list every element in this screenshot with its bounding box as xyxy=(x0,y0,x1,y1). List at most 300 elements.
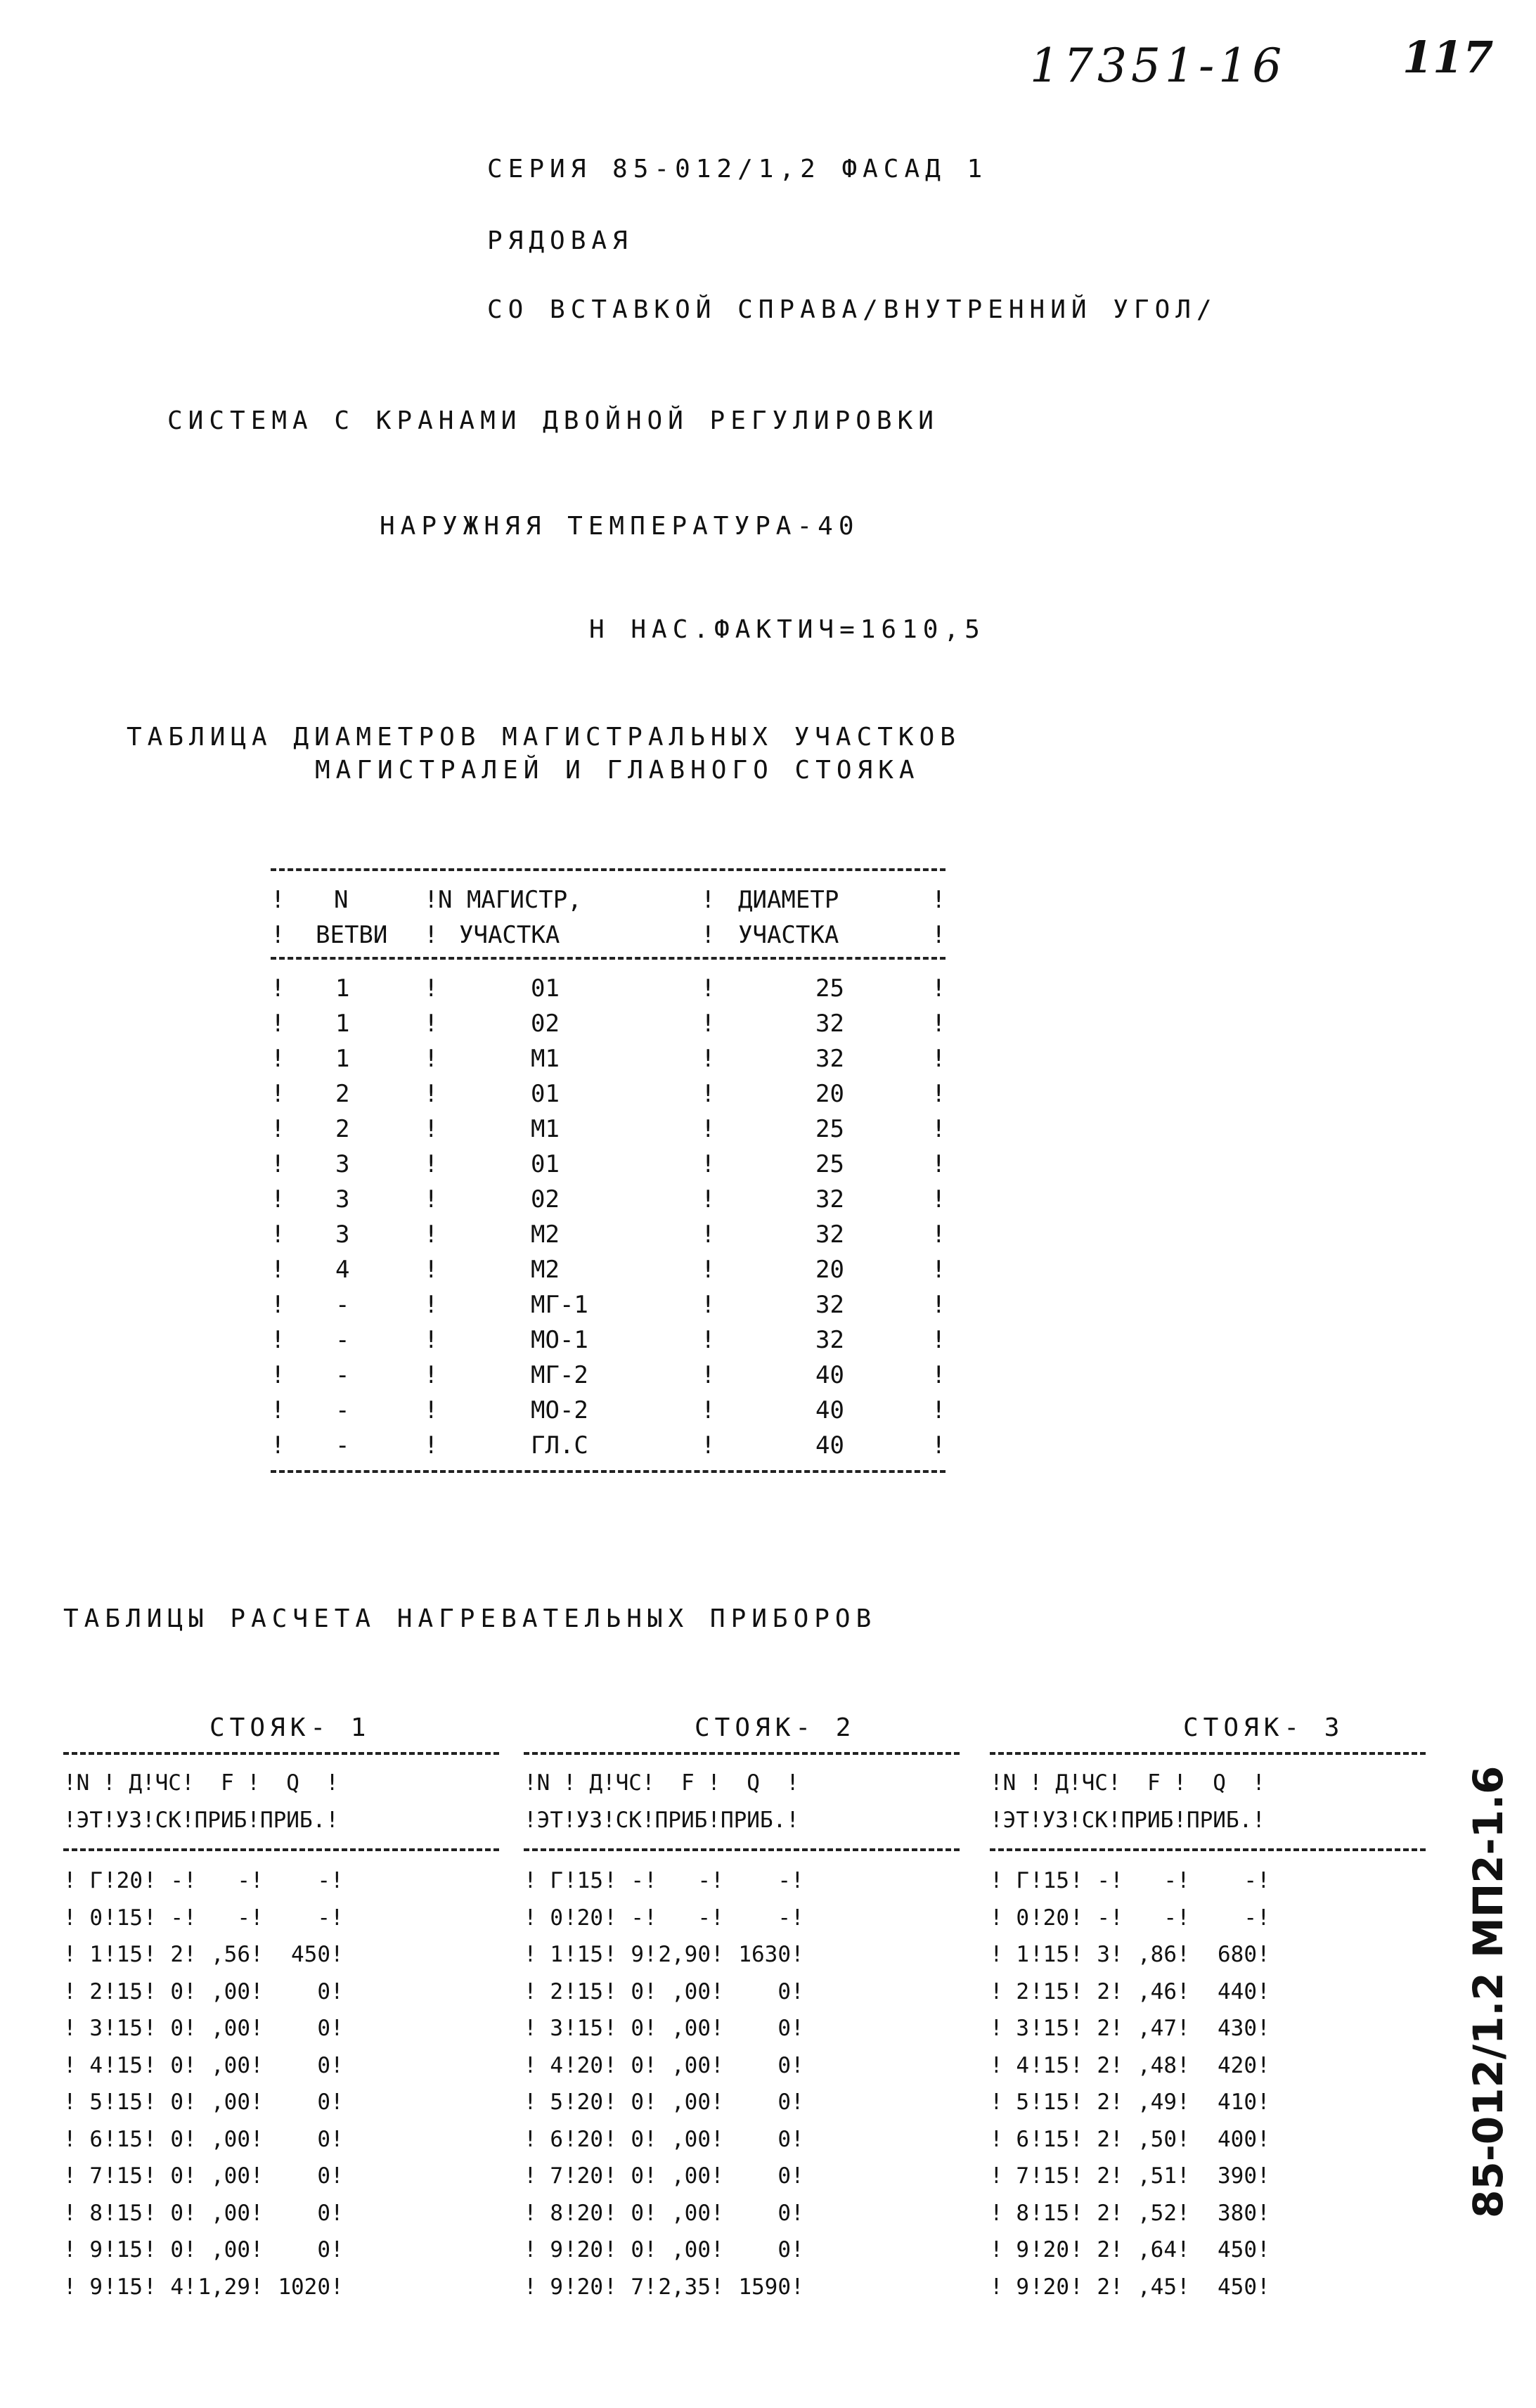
device-f-cell: ,00 xyxy=(671,2126,711,2152)
device-q-cell: 450 xyxy=(291,1942,330,1967)
stoyak-3-body xyxy=(990,1862,1426,2305)
node-cell: 15 xyxy=(1043,2163,1069,2189)
node-cell: 15 xyxy=(116,2090,143,2115)
branch-cell: 3 xyxy=(335,1185,350,1213)
stoyak-3-header-2: !ЭТ!УЗ!СК!ПРИБ!ПРИБ.! xyxy=(990,1807,1265,1833)
floor-cell: 2 xyxy=(1016,1978,1029,2004)
column-separator: ! xyxy=(564,2016,577,2041)
column-separator: ! xyxy=(1070,2237,1083,2262)
floor-cell: 9 xyxy=(550,2237,563,2262)
stoyak-2-body xyxy=(524,1862,960,2305)
device-f-cell: ,45 xyxy=(1137,2274,1177,2300)
column-separator: ! xyxy=(1177,2274,1190,2300)
device-q-cell: 0 xyxy=(777,2200,791,2226)
column-separator: ! xyxy=(931,1115,946,1143)
column-separator: ! xyxy=(330,2274,344,2300)
node-cell: 15 xyxy=(576,1868,603,1893)
column-separator: ! xyxy=(271,1150,285,1178)
column-separator: ! xyxy=(564,2200,577,2226)
col-header-magistr: N МАГИСТР, xyxy=(438,886,582,914)
column-separator: ! xyxy=(644,2237,657,2262)
device-q-cell: - xyxy=(1244,1905,1257,1931)
section-count-cell: 2 xyxy=(1097,2200,1110,2226)
column-separator: ! xyxy=(524,2016,537,2041)
column-separator: ! xyxy=(990,2090,1003,2115)
column-separator: ! xyxy=(791,2274,804,2300)
section-count-cell: - xyxy=(1097,1905,1110,1931)
column-separator: ! xyxy=(424,1150,439,1178)
column-separator: ! xyxy=(103,1942,117,1967)
column-separator: ! xyxy=(183,2090,197,2115)
column-separator: ! xyxy=(1030,1978,1043,2004)
column-separator: ! xyxy=(604,2126,617,2152)
node-cell: 15 xyxy=(1043,2126,1069,2152)
node-cell: 15 xyxy=(1043,2016,1069,2041)
table-row xyxy=(271,1112,946,1147)
column-separator: ! xyxy=(711,1942,724,1967)
table-row xyxy=(271,1428,946,1463)
column-separator: ! xyxy=(711,1868,724,1893)
floor-cell: 0 xyxy=(1016,1905,1029,1931)
section-count-cell: 2 xyxy=(1097,1978,1110,2004)
column-separator: ! xyxy=(143,1868,157,1893)
column-separator: ! xyxy=(1110,1978,1123,2004)
table-row xyxy=(990,2158,1426,2195)
column-separator: ! xyxy=(330,2090,344,2115)
table-row xyxy=(271,1287,946,1322)
device-f-cell: - xyxy=(1163,1905,1177,1931)
column-separator: ! xyxy=(143,1942,157,1967)
column-separator: ! xyxy=(990,2237,1003,2262)
table-row xyxy=(524,1936,960,1974)
column-separator: ! xyxy=(1257,2200,1270,2226)
column-separator: ! xyxy=(931,1185,946,1213)
table-row xyxy=(63,2232,499,2269)
table-row xyxy=(63,2158,499,2195)
col-header-section-2: УЧАСТКА xyxy=(738,921,839,949)
column-separator: ! xyxy=(271,1361,285,1389)
column-separator: ! xyxy=(564,2274,577,2300)
floor-cell: 1 xyxy=(550,1942,563,1967)
node-cell: 15 xyxy=(1043,2200,1069,2226)
column-separator: ! xyxy=(1177,1868,1190,1893)
branch-cell: 2 xyxy=(335,1115,350,1143)
node-cell: 20 xyxy=(576,2163,603,2189)
column-separator: ! xyxy=(271,1431,285,1460)
column-separator: ! xyxy=(701,1080,716,1108)
column-separator: ! xyxy=(330,2237,344,2262)
diameter-cell: 40 xyxy=(815,1396,844,1424)
column-separator: ! xyxy=(931,1361,946,1389)
column-separator: ! xyxy=(103,1868,117,1893)
section-count-cell: 0 xyxy=(631,2090,644,2115)
column-separator: ! xyxy=(701,974,716,1003)
device-f-cell: ,00 xyxy=(211,2090,250,2115)
column-separator: ! xyxy=(1030,1868,1043,1893)
column-separator: ! xyxy=(1177,2126,1190,2152)
section-count-cell: 2 xyxy=(1097,2016,1110,2041)
column-separator: ! xyxy=(1257,2163,1270,2189)
column-separator: ! xyxy=(644,2126,657,2152)
table-row xyxy=(524,2195,960,2232)
section-count-cell: 2 xyxy=(1097,2090,1110,2115)
column-separator: ! xyxy=(524,1905,537,1931)
column-separator: ! xyxy=(1030,2274,1043,2300)
device-q-cell: 0 xyxy=(777,2237,791,2262)
section-cell: 01 xyxy=(531,1150,560,1178)
device-q-cell: 680 xyxy=(1218,1942,1257,1967)
column-separator: ! xyxy=(791,2052,804,2078)
column-separator: ! xyxy=(143,2016,157,2041)
column-separator: ! xyxy=(604,2016,617,2041)
column-separator: ! xyxy=(424,1010,439,1038)
device-q-cell: 380 xyxy=(1218,2200,1257,2226)
table-row xyxy=(990,2047,1426,2085)
node-cell: 15 xyxy=(116,2274,143,2300)
column-separator: ! xyxy=(1030,2126,1043,2152)
column-separator: ! xyxy=(990,1868,1003,1893)
column-separator: ! xyxy=(1257,1942,1270,1967)
node-cell: 20 xyxy=(576,1905,603,1931)
column-separator: ! xyxy=(644,1905,657,1931)
column-separator: ! xyxy=(1257,1978,1270,2004)
section-cell: М2 xyxy=(531,1256,560,1284)
section-count-cell: 0 xyxy=(170,2090,183,2115)
table-row xyxy=(271,1217,946,1252)
column-separator: ! xyxy=(183,2237,197,2262)
column-separator: ! xyxy=(271,1080,285,1108)
device-q-cell: 430 xyxy=(1218,2016,1257,2041)
section-count-cell: 2 xyxy=(170,1942,183,1967)
column-separator: ! xyxy=(330,2200,344,2226)
floor-cell: 8 xyxy=(89,2200,103,2226)
insert-line: СО ВСТАВКОЙ СПРАВА/ВНУТРЕННИЙ УГОЛ/ xyxy=(487,295,1218,324)
column-separator: ! xyxy=(564,1868,577,1893)
column-separator: ! xyxy=(644,1942,657,1967)
device-f-cell: ,00 xyxy=(211,2052,250,2078)
branch-cell: - xyxy=(335,1396,350,1424)
device-q-cell: - xyxy=(317,1868,330,1893)
device-f-cell: ,00 xyxy=(671,1978,711,2004)
stoyak-3-header-1: !N ! Д!ЧС! F ! Q ! xyxy=(990,1770,1265,1796)
column-separator: ! xyxy=(564,2090,577,2115)
column-separator: ! xyxy=(330,1868,344,1893)
column-separator: ! xyxy=(103,2163,117,2189)
vertical-stamp: 85-012/1.2 МП2-1.6 xyxy=(1464,1765,1512,2218)
column-separator: ! xyxy=(1030,2052,1043,2078)
column-separator: ! xyxy=(791,2126,804,2152)
table-row xyxy=(524,1862,960,1900)
diameter-cell: 25 xyxy=(815,1150,844,1178)
column-separator: ! xyxy=(644,2052,657,2078)
column-separator: ! xyxy=(330,2052,344,2078)
column-separator: ! xyxy=(791,1978,804,2004)
column-separator: ! xyxy=(424,1326,439,1354)
device-q-cell: 0 xyxy=(777,1978,791,2004)
column-separator: ! xyxy=(644,1868,657,1893)
device-f-cell: 2,90 xyxy=(658,1942,711,1967)
column-separator: ! xyxy=(250,2052,264,2078)
column-separator: ! xyxy=(103,2274,117,2300)
column-separator: ! xyxy=(791,2163,804,2189)
device-q-cell: 0 xyxy=(777,2016,791,2041)
column-separator: ! xyxy=(1030,1905,1043,1931)
column-separator: ! xyxy=(1030,2163,1043,2189)
column-separator: ! xyxy=(1110,2163,1123,2189)
device-f-cell: - xyxy=(237,1868,250,1893)
column-separator: ! xyxy=(701,1115,716,1143)
column-separator: ! xyxy=(711,2016,724,2041)
section-count-cell: 0 xyxy=(170,1978,183,2004)
column-separator: ! xyxy=(183,2163,197,2189)
column-separator: ! xyxy=(330,2016,344,2041)
column-separator: ! xyxy=(103,2090,117,2115)
section-cell: МГ-2 xyxy=(531,1361,588,1389)
table-row xyxy=(63,1974,499,2011)
series-line: СЕРИЯ 85-012/1,2 ФАСАД 1 xyxy=(487,155,988,184)
device-q-cell: 410 xyxy=(1218,2090,1257,2115)
branch-cell: 3 xyxy=(335,1150,350,1178)
column-separator: ! xyxy=(271,1010,285,1038)
column-separator: ! xyxy=(250,1978,264,2004)
floor-cell: 9 xyxy=(89,2274,103,2300)
column-separator: ! xyxy=(604,2237,617,2262)
table-row xyxy=(271,1393,946,1428)
column-separator: ! xyxy=(63,1942,77,1967)
diameter-cell: 25 xyxy=(815,1115,844,1143)
column-separator: ! xyxy=(183,2200,197,2226)
section-cell: 02 xyxy=(531,1185,560,1213)
section-count-cell: - xyxy=(170,1868,183,1893)
device-q-cell: 450 xyxy=(1218,2274,1257,2300)
device-f-cell: ,50 xyxy=(1137,2126,1177,2152)
diameter-cell: 32 xyxy=(815,1291,844,1319)
column-separator: ! xyxy=(931,1431,946,1460)
document-number: 17351-16 xyxy=(1030,39,1286,93)
device-f-cell: ,00 xyxy=(671,2090,711,2115)
column-separator: ! xyxy=(183,1942,197,1967)
table-row xyxy=(524,2084,960,2121)
floor-cell: 4 xyxy=(550,2052,563,2078)
column-separator: ! xyxy=(931,1045,946,1073)
column-separator: ! xyxy=(143,2052,157,2078)
column-separator: ! xyxy=(1177,2163,1190,2189)
column-separator: ! xyxy=(271,1221,285,1249)
column-separator: ! xyxy=(250,2237,264,2262)
node-cell: 15 xyxy=(576,1942,603,1967)
section-count-cell: 0 xyxy=(631,2200,644,2226)
col-header-section: УЧАСТКА xyxy=(459,921,560,949)
table-row xyxy=(271,1006,946,1041)
floor-cell: 5 xyxy=(550,2090,563,2115)
column-separator: ! xyxy=(1177,1942,1190,1967)
column-separator: ! xyxy=(711,2274,724,2300)
column-separator: ! xyxy=(103,2200,117,2226)
table-row xyxy=(271,971,946,1006)
section-count-cell: 9 xyxy=(631,1942,644,1967)
column-separator: ! xyxy=(711,2237,724,2262)
device-f-cell: ,00 xyxy=(671,2052,711,2078)
device-f-cell: 1,29 xyxy=(198,2274,250,2300)
device-q-cell: 0 xyxy=(317,1978,330,2004)
device-f-cell: ,86 xyxy=(1137,1942,1177,1967)
column-separator: ! xyxy=(183,2126,197,2152)
column-separator: ! xyxy=(271,1326,285,1354)
column-separator: ! xyxy=(524,2090,537,2115)
column-separator: ! xyxy=(1070,1978,1083,2004)
column-separator: ! xyxy=(271,1291,285,1319)
column-separator: ! xyxy=(701,1256,716,1284)
column-separator: ! xyxy=(931,1291,946,1319)
branch-cell: - xyxy=(335,1361,350,1389)
column-separator: ! xyxy=(604,1868,617,1893)
column-separator: ! xyxy=(791,1905,804,1931)
node-cell: 15 xyxy=(116,2163,143,2189)
table-row xyxy=(524,2269,960,2306)
column-separator: ! xyxy=(524,2237,537,2262)
column-separator: ! xyxy=(330,2163,344,2189)
section-count-cell: 2 xyxy=(1097,2274,1110,2300)
column-separator: ! xyxy=(564,2237,577,2262)
column-separator: ! xyxy=(424,1256,439,1284)
floor-cell: 7 xyxy=(550,2163,563,2189)
column-separator: ! xyxy=(990,2016,1003,2041)
section-count-cell: - xyxy=(631,1868,644,1893)
column-separator: ! xyxy=(931,1396,946,1424)
table1-title-line1: ТАБЛИЦА ДИАМЕТРОВ МАГИСТРАЛЬНЫХ УЧАСТКОВ xyxy=(127,723,961,752)
column-separator: ! xyxy=(1110,1868,1123,1893)
column-separator: ! xyxy=(701,1150,716,1178)
device-q-cell: 0 xyxy=(317,2200,330,2226)
stoyak-1-table xyxy=(63,1710,499,2305)
table-row xyxy=(271,1076,946,1112)
floor-cell: 8 xyxy=(550,2200,563,2226)
column-separator: ! xyxy=(990,1978,1003,2004)
column-separator: ! xyxy=(250,2016,264,2041)
section-count-cell: 2 xyxy=(1097,2126,1110,2152)
column-separator: ! xyxy=(524,2052,537,2078)
column-separator: ! xyxy=(1070,2016,1083,2041)
node-cell: 15 xyxy=(116,1942,143,1967)
device-f-cell: - xyxy=(1163,1868,1177,1893)
stoyak-3-top-rule xyxy=(990,1752,1426,1755)
diameter-cell: 40 xyxy=(815,1361,844,1389)
table1-body xyxy=(271,971,946,1463)
column-separator: ! xyxy=(931,1326,946,1354)
table-row xyxy=(990,2195,1426,2232)
table-row xyxy=(63,2084,499,2121)
col-header-n: N xyxy=(334,886,349,914)
column-separator: ! xyxy=(931,1150,946,1178)
column-separator: ! xyxy=(424,1431,439,1460)
column-separator: ! xyxy=(1030,2237,1043,2262)
column-separator: ! xyxy=(711,2052,724,2078)
section-count-cell: 4 xyxy=(170,2274,183,2300)
diameter-cell: 32 xyxy=(815,1045,844,1073)
node-cell: 15 xyxy=(1043,1942,1069,1967)
node-cell: 15 xyxy=(116,2052,143,2078)
branch-cell: 3 xyxy=(335,1221,350,1249)
device-f-cell: ,00 xyxy=(671,2200,711,2226)
table-row xyxy=(63,1900,499,1937)
column-separator: ! xyxy=(524,2163,537,2189)
stoyak-1-header-2: !ЭТ!УЗ!СК!ПРИБ!ПРИБ.! xyxy=(63,1807,339,1833)
section-cell: МО-2 xyxy=(531,1396,588,1424)
diameter-cell: 32 xyxy=(815,1010,844,1038)
column-separator: ! xyxy=(524,2200,537,2226)
column-separator: ! xyxy=(271,1045,285,1073)
column-separator: ! xyxy=(63,2016,77,2041)
column-separator: ! xyxy=(143,2237,157,2262)
section-cell: М1 xyxy=(531,1115,560,1143)
column-separator: ! xyxy=(1257,2090,1270,2115)
section-count-cell: 3 xyxy=(1097,1942,1110,1967)
column-separator: ! xyxy=(1030,2090,1043,2115)
column-separator: ! xyxy=(1070,2163,1083,2189)
column-separator: ! xyxy=(250,1905,264,1931)
stoyak-2-header-1: !N ! Д!ЧС! F ! Q ! xyxy=(524,1770,799,1796)
column-separator: ! xyxy=(424,1291,439,1319)
section-count-cell: 7 xyxy=(631,2274,644,2300)
floor-cell: 1 xyxy=(1016,1942,1029,1967)
section-count-cell: 0 xyxy=(631,2052,644,2078)
floor-cell: 3 xyxy=(89,2016,103,2041)
column-separator: ! xyxy=(424,1115,439,1143)
column-separator: ! xyxy=(143,1905,157,1931)
column-separator: ! xyxy=(990,2052,1003,2078)
section-cell: МО-1 xyxy=(531,1326,588,1354)
device-f-cell: - xyxy=(697,1868,711,1893)
stoyak-3-label: СТОЯК- 3 xyxy=(1183,1713,1345,1742)
column-separator: ! xyxy=(701,1431,716,1460)
column-separator: ! xyxy=(1070,1868,1083,1893)
column-separator: ! xyxy=(990,2126,1003,2152)
device-q-cell: 1590 xyxy=(738,2274,791,2300)
device-q-cell: 1630 xyxy=(738,1942,791,1967)
table1-top-rule xyxy=(271,868,946,871)
column-separator: ! xyxy=(644,2016,657,2041)
column-separator: ! xyxy=(250,2163,264,2189)
device-q-cell: 1020 xyxy=(278,2274,330,2300)
device-q-cell: 0 xyxy=(777,2163,791,2189)
column-separator: ! xyxy=(183,1905,197,1931)
section-cell: МГ-1 xyxy=(531,1291,588,1319)
table-row xyxy=(524,2010,960,2047)
node-cell: 15 xyxy=(576,2016,603,2041)
column-separator: ! xyxy=(711,1978,724,2004)
table-row xyxy=(990,1974,1426,2011)
stoyak-3-table xyxy=(990,1710,1426,2305)
floor-cell: Г xyxy=(1016,1868,1029,1893)
column-separator: ! xyxy=(791,2200,804,2226)
column-separator: ! xyxy=(1110,2016,1123,2041)
section-cell: 01 xyxy=(531,974,560,1003)
column-separator: ! xyxy=(183,2016,197,2041)
column-separator: ! xyxy=(711,1905,724,1931)
stoyak-2-table xyxy=(524,1710,960,2305)
column-separator: ! xyxy=(564,1905,577,1931)
node-cell: 15 xyxy=(116,1978,143,2004)
device-q-cell: 0 xyxy=(777,2052,791,2078)
column-separator: ! xyxy=(990,1905,1003,1931)
device-q-cell: - xyxy=(1244,1868,1257,1893)
column-separator: ! xyxy=(1257,1905,1270,1931)
column-separator: ! xyxy=(63,2090,77,2115)
section-count-cell: 2 xyxy=(1097,2237,1110,2262)
column-separator: ! xyxy=(564,1978,577,2004)
floor-cell: 6 xyxy=(89,2126,103,2152)
column-separator: ! xyxy=(791,2016,804,2041)
